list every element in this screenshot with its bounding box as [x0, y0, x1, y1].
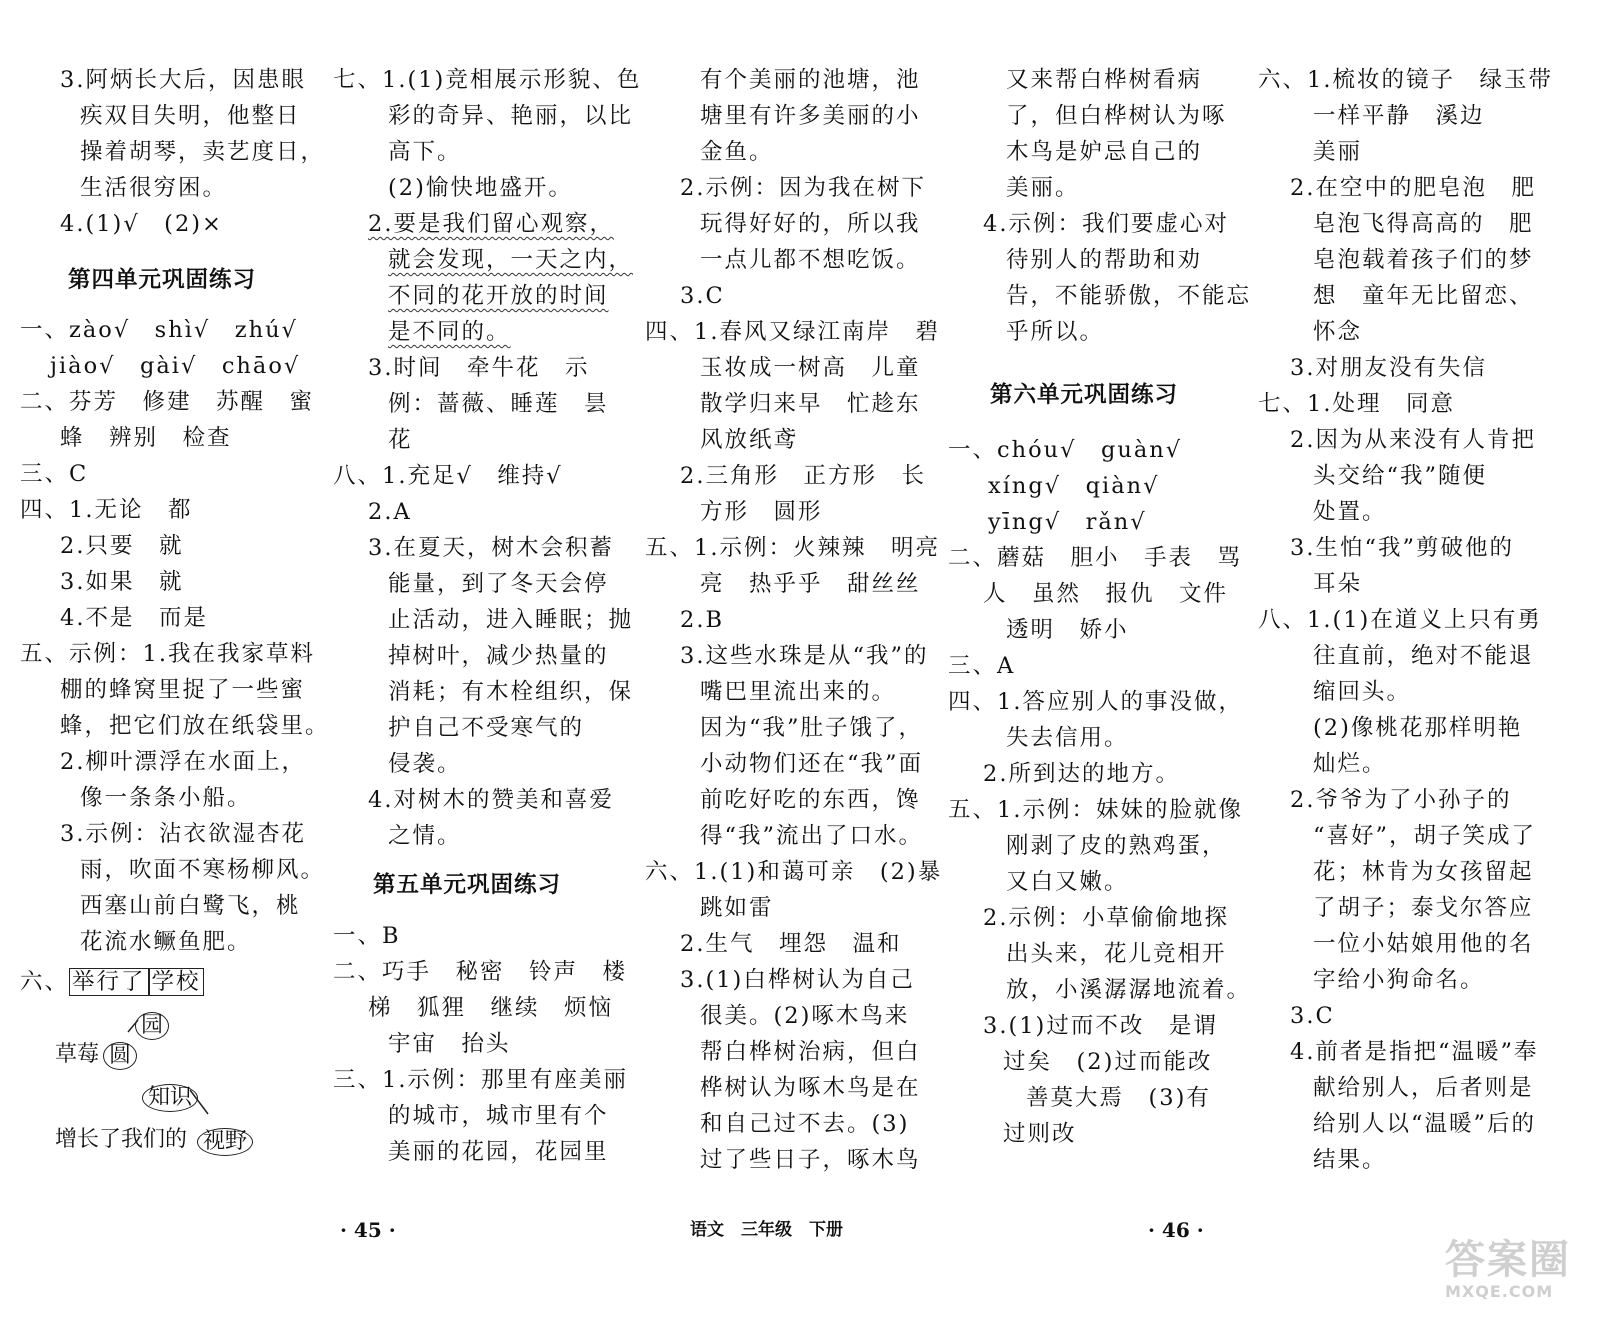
- answer-line: 高下。: [388, 139, 462, 165]
- answer-line: 三、A: [948, 653, 1016, 679]
- answer-line: 2.三角形 正方形 长: [680, 463, 926, 489]
- answer-line: 2.B: [680, 607, 725, 633]
- answer-line: 字给小狗命名。: [1313, 967, 1485, 993]
- watermark-url: MXQE.COM: [1445, 1282, 1554, 1301]
- answer-line: (2)像桃花那样明艳: [1313, 715, 1523, 741]
- answer-line: 四、1.无论 都: [20, 497, 193, 523]
- answer-line: 3.在夏天，树木会积蓄: [368, 535, 614, 561]
- answer-line: 3.阿炳长大后，因患眼: [60, 67, 306, 93]
- answer-line: 五、1.示例：火辣辣 明亮: [645, 535, 940, 561]
- answer-line: 生活很穷困。: [80, 175, 228, 201]
- answer-line: 3.如果 就: [60, 569, 184, 595]
- answer-line: 梯 狐狸 继续 烦恼: [368, 995, 614, 1021]
- answer-line: 护自己不受寒气的: [388, 715, 585, 741]
- word-diagram-row: [20, 964, 204, 1000]
- answer-line: 3.对朋友没有失信: [1290, 355, 1487, 381]
- answer-line: 2.示例：小草偷偷地探: [983, 905, 1229, 931]
- answer-line: 2.示例：因为我在树下: [680, 175, 926, 201]
- answer-line: 四、1.春风又绿江南岸 碧: [645, 319, 940, 345]
- answer-line: 侵袭。: [388, 751, 462, 777]
- answer-line: 散学归来早 忙趁东: [700, 391, 921, 417]
- answer-line: 给别人以“温暖”后的: [1313, 1111, 1537, 1137]
- answer-line: [388, 278, 609, 314]
- answer-line: 3.C: [680, 283, 725, 309]
- answer-line: 六、1.(1)和蔼可亲 (2)暴: [645, 859, 943, 885]
- answer-line: 人 虽然 报仇 文件: [983, 581, 1229, 607]
- answer-line: 美丽的花园，花园里: [388, 1139, 609, 1165]
- answer-line: 掉树叶，减少热量的: [388, 643, 609, 669]
- answer-line: 3.(1)过而不改 是谓: [983, 1013, 1218, 1039]
- answer-line: 2.因为从来没有人肯把: [1290, 427, 1536, 453]
- answer-line: 3.时间 牵牛花 示: [368, 355, 590, 381]
- answer-line: 乎所以。: [1006, 319, 1105, 345]
- answer-line: 2.在空中的肥皂泡 肥: [1290, 175, 1536, 201]
- answer-line: 前吃好吃的东西，馋: [700, 787, 921, 813]
- answer-line: 缩回头。: [1313, 679, 1412, 705]
- answer-line: 木鸟是妒忌自己的: [1006, 139, 1203, 165]
- answer-line: 宇宙 抬头: [388, 1031, 511, 1057]
- answer-line: 2.柳叶漂浮在水面上，: [60, 749, 306, 775]
- diagram-word: 草莓: [55, 1042, 100, 1067]
- answer-line: 八、1.(1)在道义上只有勇: [1258, 607, 1542, 633]
- answer-line: 蜂 辨别 检查: [60, 425, 232, 451]
- answer-line: 棚的蜂窝里捉了一些蜜: [60, 677, 306, 703]
- answer-line: 告，不能骄傲，不能忘: [1006, 283, 1252, 309]
- answer-line: 透明 娇小: [1006, 617, 1129, 643]
- answer-line: 嘴巴里流出来的。: [700, 679, 897, 705]
- answer-line: 善莫大焉 (3)有: [1026, 1085, 1211, 1111]
- answer-line: 三、1.示例：那里有座美丽: [333, 1067, 628, 1093]
- answer-line: 头交给“我”随便: [1313, 463, 1488, 489]
- answer-line: 彩的奇异、艳丽，以比: [388, 103, 634, 129]
- answer-line: 一样平静 溪边: [1313, 103, 1485, 129]
- answer-line: 4.对树木的赞美和喜爱: [368, 787, 614, 813]
- circled-word: 园: [135, 1012, 169, 1040]
- answer-line: xíng√ qiàn√: [988, 473, 1160, 499]
- section-heading: 第六单元巩固练习: [990, 382, 1179, 408]
- answer-line: 二、蘑菇 胆小 手表 骂: [948, 545, 1243, 571]
- underlined-sentence: 是不同的。: [388, 319, 511, 345]
- answer-line: 桦树认为啄木鸟是在: [700, 1075, 921, 1101]
- answer-line: (2)愉快地盛开。: [388, 175, 573, 201]
- boxed-word: 举行了: [69, 968, 149, 996]
- answer-line: 有个美丽的池塘，池: [700, 67, 921, 93]
- answer-line: 往直前，绝对不能退: [1313, 643, 1534, 669]
- answer-line: 4.不是 而是: [60, 605, 208, 631]
- answer-line: “喜好”，胡子笑成了: [1313, 823, 1537, 849]
- answer-line: [388, 242, 633, 278]
- underlined-sentence: 就会发现，一天之内，: [388, 247, 634, 273]
- answer-line: 花: [388, 427, 413, 453]
- answer-line: 3.示例：沾衣欲湿杏花: [60, 821, 306, 847]
- answer-line: 一、B: [333, 923, 401, 949]
- answer-line: 过矣 (2)过而能改: [1003, 1049, 1213, 1075]
- underlined-sentence: 不同的花开放的时间: [388, 283, 609, 309]
- answer-line: [388, 314, 511, 350]
- answer-line: 皂泡载着孩子们的梦: [1313, 247, 1534, 273]
- answer-line: 4.前者是指把“温暖”奉: [1290, 1039, 1539, 1065]
- answer-line: 止活动，进入睡眠；抛: [388, 607, 634, 633]
- answer-line: 3.(1)白桦树认为自己: [680, 967, 915, 993]
- question-number: 六、: [20, 969, 70, 995]
- circled-word: 圆: [103, 1042, 137, 1070]
- answer-line: 一、zào√ shì√ zhú√: [20, 317, 298, 343]
- answer-line: 出头来，花儿竞相开: [1006, 941, 1227, 967]
- answer-line: 消耗；有木栓组织，保: [388, 679, 634, 705]
- answer-line: 花流水鳜鱼肥。: [80, 929, 252, 955]
- underlined-sentence: 2.要是我们留心观察，: [368, 211, 614, 237]
- answer-line: 之情。: [388, 823, 462, 849]
- circled-word: 知识: [142, 1084, 198, 1112]
- answer-line: 3.生怕“我”剪破他的: [1290, 535, 1514, 561]
- answer-line: 2.爷爷为了小孙子的: [1290, 787, 1512, 813]
- answer-line: 三、C: [20, 461, 89, 487]
- answer-line: [368, 206, 614, 242]
- answer-line: 美丽。: [1006, 175, 1080, 201]
- answer-line: jiào√ gài√ chāo√: [50, 353, 301, 379]
- answer-line: 例：蔷薇、睡莲 昙: [388, 391, 609, 417]
- answer-line: 玩得好好的，所以我: [700, 211, 921, 237]
- page-number-left: · 45 ·: [340, 1218, 396, 1242]
- answer-line: 二、芬芳 修建 苏醒 蜜: [20, 389, 315, 415]
- answer-line: 和自己过不去。(3): [700, 1111, 910, 1137]
- answer-line: 金鱼。: [700, 139, 774, 165]
- answer-line: 花；林肯为女孩留起: [1313, 859, 1534, 885]
- answer-line: 3.这些水珠是从“我”的: [680, 643, 929, 669]
- answer-line: 了，但白桦树认为啄: [1006, 103, 1227, 129]
- answer-line: 刚剥了皮的熟鸡蛋，: [1006, 833, 1227, 859]
- answer-line: 操着胡琴，卖艺度日，: [80, 139, 326, 165]
- answer-line: 方形 圆形: [700, 499, 823, 525]
- answer-line: 像一条条小船。: [80, 785, 252, 811]
- answer-line: 风放纸鸢: [700, 427, 799, 453]
- answer-line: 七、1.处理 同意: [1258, 391, 1455, 417]
- answer-line: 失去信用。: [1006, 725, 1129, 751]
- answer-line: 献给别人，后者则是: [1313, 1075, 1534, 1101]
- answer-line: 帮白桦树治病，但白: [700, 1039, 921, 1065]
- answer-line: 西塞山前白鹭飞，桃: [80, 893, 301, 919]
- answer-line: 过则改: [1003, 1121, 1077, 1147]
- section-heading: 第五单元巩固练习: [373, 872, 562, 898]
- answer-line: 皂泡飞得高高的 肥: [1313, 211, 1534, 237]
- answer-line: 疾双目失明，他整日: [80, 103, 301, 129]
- watermark-text: 答案圈: [1445, 1237, 1571, 1283]
- answer-line: 放，小溪潺潺地流着。: [1006, 977, 1252, 1003]
- answer-line: yīng√ rǎn√: [988, 509, 1147, 535]
- answer-line: 的城市，城市里有个: [388, 1103, 609, 1129]
- answer-line: 小动物们还在“我”面: [700, 751, 924, 777]
- answer-line: 2.只要 就: [60, 533, 184, 559]
- answer-line: 过了些日子，啄木鸟: [700, 1147, 921, 1173]
- answer-line: 八、1.充足√ 维持√: [333, 463, 563, 489]
- section-heading: 第四单元巩固练习: [68, 267, 257, 293]
- answer-line: 一、chóu√ guàn√: [948, 437, 1183, 463]
- answer-line: 四、1.答应别人的事没做，: [948, 689, 1243, 715]
- answer-line: 结果。: [1313, 1147, 1387, 1173]
- answer-line: 五、示例：1.我在我家草料: [20, 641, 315, 667]
- answer-line: 能量，到了冬天会停: [388, 571, 609, 597]
- watermark-logo: [1445, 1238, 1595, 1308]
- answer-line: 亮 热乎乎 甜丝丝: [700, 571, 921, 597]
- answer-line: 想 童年无比留恋、: [1313, 283, 1534, 309]
- answer-line: 因为“我”肚子饿了，: [700, 715, 924, 741]
- answer-line: 怀念: [1313, 319, 1363, 345]
- answer-line: 六、1.梳妆的镜子 绿玉带: [1258, 67, 1553, 93]
- answer-line: 塘里有许多美丽的小: [700, 103, 921, 129]
- answer-line: 跳如雷: [700, 895, 774, 921]
- page-number-right: · 46 ·: [1148, 1218, 1204, 1242]
- answer-line: 雨，吹面不寒杨柳风。: [80, 857, 326, 883]
- answer-line: 五、1.示例：妹妹的脸就像: [948, 797, 1243, 823]
- answer-line: 美丽: [1313, 139, 1363, 165]
- answer-line: 4.(1)√ (2)×: [60, 211, 223, 237]
- answer-line: 耳朵: [1313, 571, 1363, 597]
- answer-line: 得“我”流出了口水。: [700, 823, 924, 849]
- answer-line: 了胡子；泰戈尔答应: [1313, 895, 1534, 921]
- answer-line: 又白又嫩。: [1006, 869, 1129, 895]
- answer-line: 七、1.(1)竞相展示形貌、色: [333, 67, 642, 93]
- answer-line: 灿烂。: [1313, 751, 1387, 777]
- book-subject-label: 语文 三年级 下册: [690, 1220, 843, 1240]
- boxed-word: 学校: [149, 968, 204, 996]
- answer-line: 2.A: [368, 499, 412, 525]
- answer-line: 蜂，把它们放在纸袋里。: [60, 713, 330, 739]
- answer-line: 玉妆成一树高 儿童: [700, 355, 921, 381]
- answer-line: 待别人的帮助和劝: [1006, 247, 1203, 273]
- answer-line: 处置。: [1313, 499, 1387, 525]
- answer-line: 一位小姑娘用他的名: [1313, 931, 1534, 957]
- answer-line: 一点儿都不想吃饭。: [700, 247, 921, 273]
- diagram-word: 增长了我们的: [55, 1127, 188, 1152]
- answer-line: 二、巧手 秘密 铃声 楼: [333, 959, 628, 985]
- answer-line: 2.所到达的地方。: [983, 761, 1180, 787]
- answer-line: 很美。(2)啄木鸟来: [700, 1003, 910, 1029]
- answer-line: 又来帮白桦树看病: [1006, 67, 1203, 93]
- answer-line: 4.示例：我们要虚心对: [983, 211, 1229, 237]
- answer-line: 2.生气 埋怨 温和: [680, 931, 902, 957]
- answer-line: 3.C: [1290, 1003, 1335, 1029]
- circled-word: 视野: [197, 1128, 253, 1156]
